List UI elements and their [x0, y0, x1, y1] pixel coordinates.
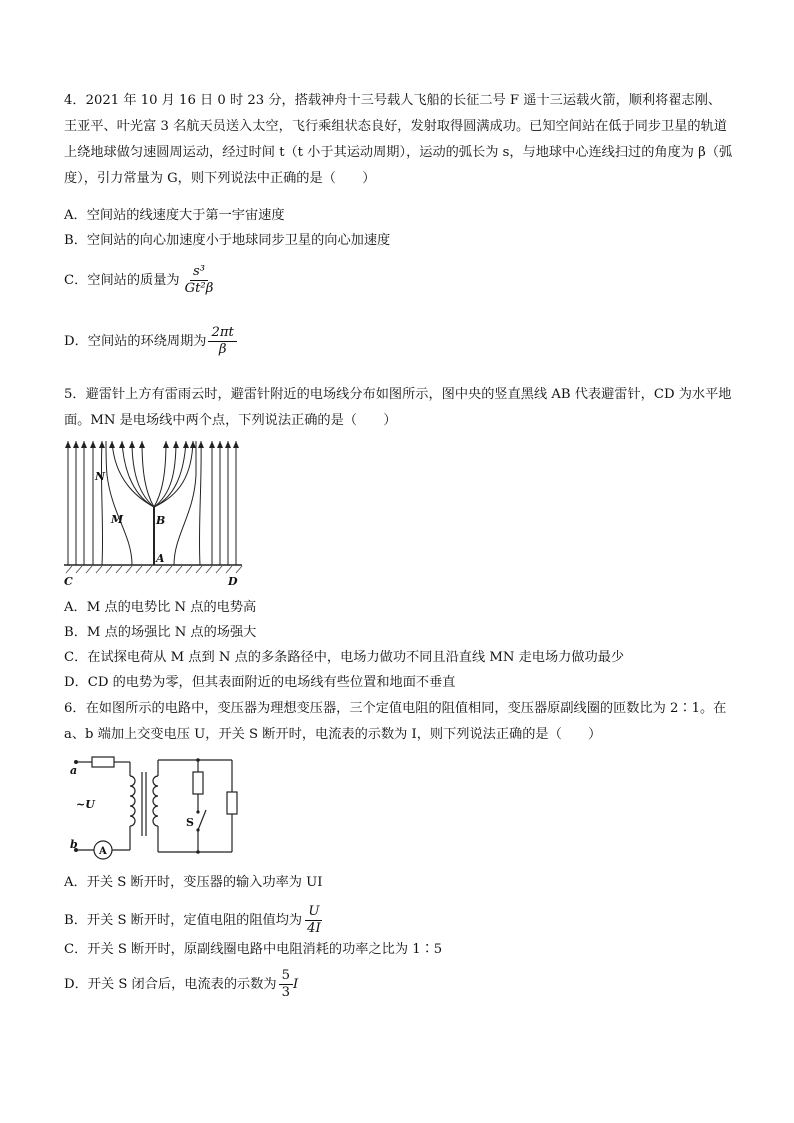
q6-option-d-text: D．开关 S 闭合后，电流表的示数为 [64, 977, 277, 992]
q4-option-d [64, 325, 237, 358]
q5-option-a: A．M 点的电势比 N 点的电势高 [64, 600, 257, 615]
q4-c-denominator: Gt²β [184, 281, 214, 296]
label-a: A [156, 552, 165, 565]
q6-d-denominator: 3 [281, 985, 291, 1000]
label-d: D [228, 575, 238, 588]
q6-option-b [64, 904, 324, 937]
q4-option-c-fraction [182, 264, 217, 297]
label-n: N [95, 470, 106, 483]
q4-option-d-text: D．空间站的环绕周期为 [64, 334, 207, 349]
label-a-terminal: a [70, 764, 78, 777]
q5-stem: 5．避雷针上方有雷雨云时，避雷针附近的电场线分布如图所示，图中央的竖直黑线 AB 代表避雷针，CD 为水平地面。MN 是电场线中两个点，下列说法正确的是（ ） [64, 387, 732, 428]
label-c: C [64, 575, 73, 588]
q6-option-b-fraction [304, 904, 324, 937]
q4-option-d-fraction [208, 325, 236, 358]
q4-option-a: A．空间站的线速度大于第一宇宙速度 [64, 208, 285, 223]
q4-option-c-text: C．空间站的质量为 [64, 273, 180, 288]
label-m: M [111, 513, 124, 526]
q6-option-b-text: B．开关 S 断开时，定值电阻的阻值均为 [64, 913, 303, 928]
label-b: B [156, 514, 166, 527]
q5-option-c: C．在试探电荷从 M 点到 N 点的多条路径中，电场力做功不同且沿直线 MN 走电场力做功最少 [64, 650, 625, 665]
transformer-circuit-figure [62, 752, 244, 864]
q6-option-a: A．开关 S 断开时，变压器的输入功率为 UI [64, 875, 323, 890]
label-b-terminal: b [70, 838, 78, 851]
q6-b-numerator: U [305, 904, 322, 921]
q4-option-c [64, 264, 216, 297]
q4-stem: 4．2021 年 10 月 16 日 0 时 23 分，搭载神舟十三号载人飞船的长征二号 F 遥十三运载火箭，顺利将翟志刚、王亚平、叶光富 3 名航天员送入太空，飞行乘组状态良好，发射取得圆满成功。已知空间站在低于同步卫星的轨道上绕地球做匀速圆周运动，经过时间 t（t 小于其运动周期），运动的弧长为 s，与地球中心连线扫过的角度为 β（弧度），引力常量为 G，则下列说法中正确的是（ ） [64, 93, 733, 186]
q5-option-d: D．CD 的电势为零，但其表面附近的电场线有些位置和地面不垂直 [64, 675, 456, 690]
q4-d-numerator: 2πt [208, 325, 236, 342]
q6-b-denominator: 4I [307, 921, 321, 936]
q4-option-b: B．空间站的向心加速度小于地球同步卫星的向心加速度 [64, 233, 391, 248]
q5-option-b: B．M 点的场强比 N 点的场强大 [64, 625, 257, 640]
q6-d-numerator: 5 [279, 968, 293, 985]
q6-option-c: C．开关 S 断开时，原副线圈电路中电阻消耗的功率之比为 1∶5 [64, 942, 443, 957]
q6-stem: 6．在如图所示的电路中，变压器为理想变压器，三个定值电阻的阻值相同，变压器原副线圈的匝数比为 2∶1。在 a、b 端加上交变电压 U，开关 S 断开时，电流表的示数为 I，则下列说法正确的是（ ） [64, 701, 727, 742]
q6-d-current-symbol: I [293, 977, 299, 992]
lightning-rod-field-figure [62, 435, 244, 590]
ammeter-icon: A [99, 846, 107, 857]
q6-option-d-fraction [279, 968, 293, 1001]
label-voltage: ~U [76, 798, 95, 811]
q4-d-denominator: β [218, 342, 227, 357]
q4-c-numerator: s³ [190, 264, 208, 281]
label-switch: S [186, 816, 194, 829]
q6-option-d [64, 968, 298, 1001]
